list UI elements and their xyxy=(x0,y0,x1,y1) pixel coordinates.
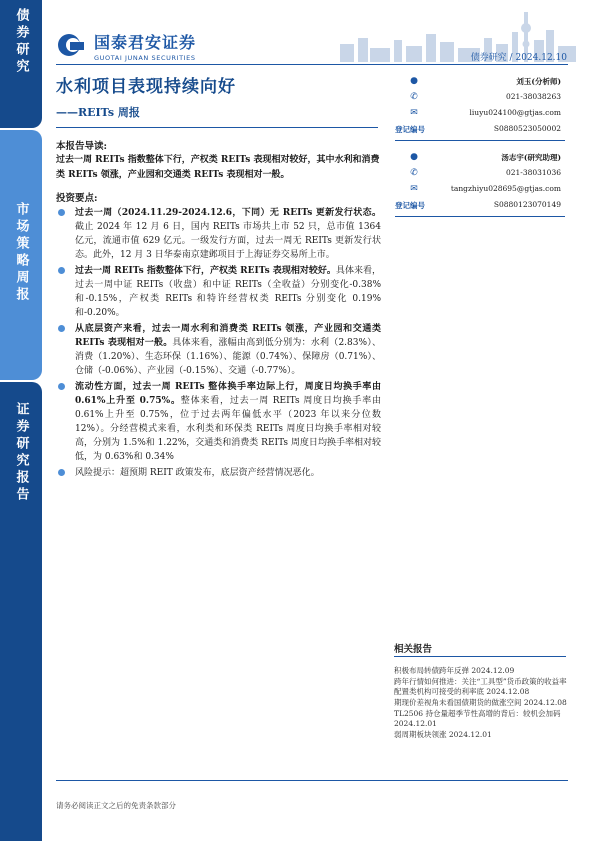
report-subtitle: ——REITs 周报 xyxy=(56,106,140,119)
user-icon: ● xyxy=(410,76,418,86)
email-icon: ✉ xyxy=(410,184,418,194)
rail-label-category: 债券研究 xyxy=(13,8,29,76)
rail-section-middle xyxy=(0,130,42,380)
related-report-link[interactable]: TL2506 持仓量超季节性高增的背后：较机会加码 2024.12.01 xyxy=(394,709,561,728)
related-reports-heading: 相关报告 xyxy=(394,644,433,655)
analyst-divider xyxy=(395,140,565,141)
registration-label: 登记编号 xyxy=(395,201,425,210)
phone-icon: ✆ xyxy=(410,168,418,178)
logo-name-en: GUOTAI JUNAN SECURITIES xyxy=(94,54,196,62)
related-report-link[interactable]: 积极布局转债跨年反弹 2024.12.09 xyxy=(394,666,515,675)
report-title: 水利项目表现持续向好 xyxy=(56,77,236,97)
logo-mark-icon xyxy=(56,33,88,59)
key-point xyxy=(56,322,381,378)
header-separator: / xyxy=(509,53,513,63)
analyst-email[interactable]: tangzhiyu028695@gtjas.com xyxy=(450,184,561,193)
bullet-icon xyxy=(58,383,65,390)
phone-icon: ✆ xyxy=(410,92,418,102)
rail-section-bottom xyxy=(0,382,42,841)
rail-label-doc-type: 证券研究报告 xyxy=(13,402,29,504)
email-icon: ✉ xyxy=(410,108,418,118)
related-report-link[interactable]: 期现价差视角未看国债期货的做涨空间 2024.12.08 xyxy=(394,698,567,707)
related-report-link[interactable]: 跨年行情如何推进：关注“工具型”货币政策的收益率配置类机构可接受的利率底 2024.12.08 xyxy=(394,677,567,696)
guide-summary: 过去一周 REITs 指数整体下行，产权类 REITs 表现相对较好，其中水利和消费类 REITs 领涨，产业园和交通类 REITs 表现相对一般。 xyxy=(56,155,380,180)
key-point-body: 风险提示：超预期 REIT 政策发布，底层资产经营情况恶化。 xyxy=(75,468,320,478)
bullet-icon xyxy=(58,325,65,332)
key-point-body: 截止 2024 年 12 月 6 日，国内 REITs 市场共上市 52 只，总市值 1364 亿元，流通市值 629 亿元。一级发行方面，过去一周无 REITs 更新发行状态。此外，12 月 3 日华泰南京建邺项目于上海证券交易所上市。 xyxy=(75,222,381,260)
title-divider xyxy=(56,127,378,128)
header-divider xyxy=(56,64,568,65)
key-point xyxy=(56,380,381,464)
key-point xyxy=(56,206,381,262)
key-point-headline: 从底层资产来看，过去一周水利和消费类 REITs 领涨，产业园和交通类 REITs 表现相对一般。 xyxy=(75,324,381,348)
disclaimer-note: 请务必阅读正文之后的免责条款部分 xyxy=(56,801,176,810)
key-point-headline: 过去一周（2024.11.29-2024.12.6，下同）无 REITs 更新发行状态。 xyxy=(75,208,381,218)
analyst-phone: 021-38038263 xyxy=(505,92,561,101)
key-point xyxy=(56,466,381,480)
header-category: 债券研究 xyxy=(470,53,507,63)
analyst-card xyxy=(395,74,565,138)
analyst-name: 刘玉(分析师) xyxy=(516,77,561,86)
user-icon: ● xyxy=(410,152,418,162)
analyst-phone: 021-38031036 xyxy=(505,168,561,177)
side-rail xyxy=(0,0,42,841)
analyst-name: 汤志宇(研究助理) xyxy=(501,153,561,162)
points-heading: 投资要点: xyxy=(56,193,98,204)
key-point-body: 具体来看，涨幅由高到低分别为：水利（2.83%）、消费（1.20%）、生态环保（1.16%）、能源（0.74%）、保障房（0.71%）、仓储（-0.06%）、产业园（-0.15%）、交通（-0.77%）。 xyxy=(75,338,382,376)
rail-label-report-type: 市场策略周报 xyxy=(13,202,29,304)
analyst-email[interactable]: liuyu024100@gtjas.com xyxy=(469,108,561,117)
related-divider xyxy=(394,656,566,657)
company-logo xyxy=(56,30,196,62)
registration-label: 登记编号 xyxy=(395,125,425,134)
footer-divider xyxy=(56,780,568,781)
analyst-divider xyxy=(395,216,565,217)
bullet-icon xyxy=(58,267,65,274)
related-report-link[interactable]: 弱周期板块领涨 2024.12.01 xyxy=(394,730,492,739)
logo-name-cn: 国泰君安证券 xyxy=(94,33,197,52)
analyst-card xyxy=(395,150,565,214)
guide-heading: 本报告导读: xyxy=(56,141,108,152)
bullet-icon xyxy=(58,209,65,216)
rail-section-top xyxy=(0,0,42,128)
key-point-headline: 过去一周 REITs 指数整体下行，产权类 REITs 表现相对较好。 xyxy=(75,266,336,276)
key-point-headline: 流动性方面，过去一周 REITs 整体换手率边际上行，周度日均换手率由 0.61%上升至 0.75%。 xyxy=(75,382,381,406)
key-points-list xyxy=(56,206,381,482)
registration-number: S0880523050002 xyxy=(493,124,561,133)
related-reports-list xyxy=(394,666,568,741)
key-point xyxy=(56,264,381,320)
registration-number: S0880123070149 xyxy=(493,200,561,209)
header-meta xyxy=(471,50,567,63)
key-point-body: 具体来看，过去一周中证 REITs（收盘）和中证 REITs（全收益）分别变化-0.38%和-0.15%，产权类 REITs 和特许经营权类 REITs 分别变化 0.19%和-0.20%。 xyxy=(75,266,381,318)
bullet-icon xyxy=(58,469,65,476)
key-point-body: 整体来看，过去一周 REITs 周度日均换手率由 0.61%上升至 0.75%，位于过去两年偏低水平（2023 年以来分位数 12%）。分经营模式来看，水利类和环保类 REITs 周度日均换手率相对较高，分别为 1.5%和 1.22%，交通类和消费类 REITs 周度日均换手率相对较低，为 0.63%和 0.34% xyxy=(75,396,382,462)
header-date: 2024.12.10 xyxy=(515,53,567,63)
